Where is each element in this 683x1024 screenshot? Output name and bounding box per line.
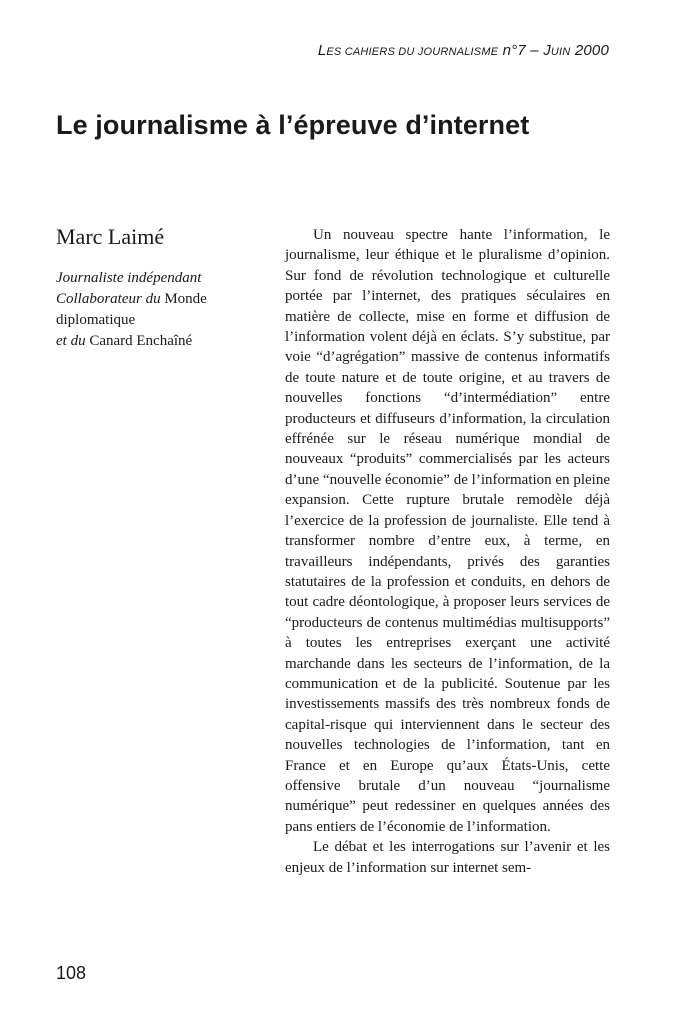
page-number: 108	[56, 963, 87, 983]
running-header: LES CAHIERS DU JOURNALISME n°7 – JUIN 2000	[317, 42, 609, 59]
journal-initial: L	[317, 42, 327, 59]
affiliation-collab-label: Collaborateur du	[56, 291, 161, 307]
author-affiliation	[56, 268, 256, 352]
affiliation-role: Journaliste indépendant	[56, 270, 202, 286]
body-paragraph: Un nouveau spectre hante l’information, le journalisme, leur éthique et le pluralisme d’opinion. Sur fond de révolution technologique et culturelle portée par l’internet, des pratiques séculaires en matière de collecte, mise en forme et diffusion de l’information volent déjà en éclats. S’y substitue, par voie “d’agrégation” massive de contenus informatifs de toute nature et de toute origine, et au travers de nouvelles fonctions “d’intermédiation” entre producteurs et diffuseurs d’information, la circulation effrénée sur le réseau numérique mondial de nouveaux “produits” commercialisés par les acteurs d’une “nouvelle économie” de l’information en pleine expansion. Cette rupture brutale remodèle déjà l’exercice de la profession de journaliste. Elle tend à transformer nombre d’entre eux, à terme, en travailleurs indépendants, privés des garanties statutaires de la profession et conduits, en dehors de tout cadre déontologique, à proposer leurs services de “producteurs de contenus multimédias multisupports” à toutes les entreprises exerçant une activité marchande dans les secteurs de l’information, de la communication et de la publicité. Soutenue par les investissements massifs des très nombreux fonds de capital-risque qui interviennent dans le secteur des nouvelles technologies de l’information, tant en France et en Europe qu’aux États-Unis, cette offensive brutale d’un nouveau “journalisme numérique” peut redessiner en quelques années des pans entiers de l’économie de l’information.	[285, 227, 610, 835]
issue-year: 2000	[574, 42, 609, 59]
affiliation-publication-2: Canard Enchaîné	[89, 333, 193, 349]
affiliation-publication-1: Monde	[164, 291, 207, 307]
date-initial: J	[543, 42, 551, 59]
article-title: Le journalisme à l’épreuve d’internet	[56, 110, 530, 140]
affiliation-and-label: et du	[56, 333, 86, 349]
article-body	[285, 225, 610, 878]
date-month: UIN	[550, 46, 571, 58]
issue-number: n°7	[502, 42, 526, 59]
body-paragraph: Le débat et les interrogations sur l’avenir et les enjeux de l’information sur internet sem-	[285, 839, 610, 876]
author-name: Marc Laimé	[56, 224, 165, 249]
journal-name: ES CAHIERS DU JOURNALISME	[326, 46, 499, 58]
affiliation-publication-1-cont: diplomatique	[56, 312, 136, 328]
